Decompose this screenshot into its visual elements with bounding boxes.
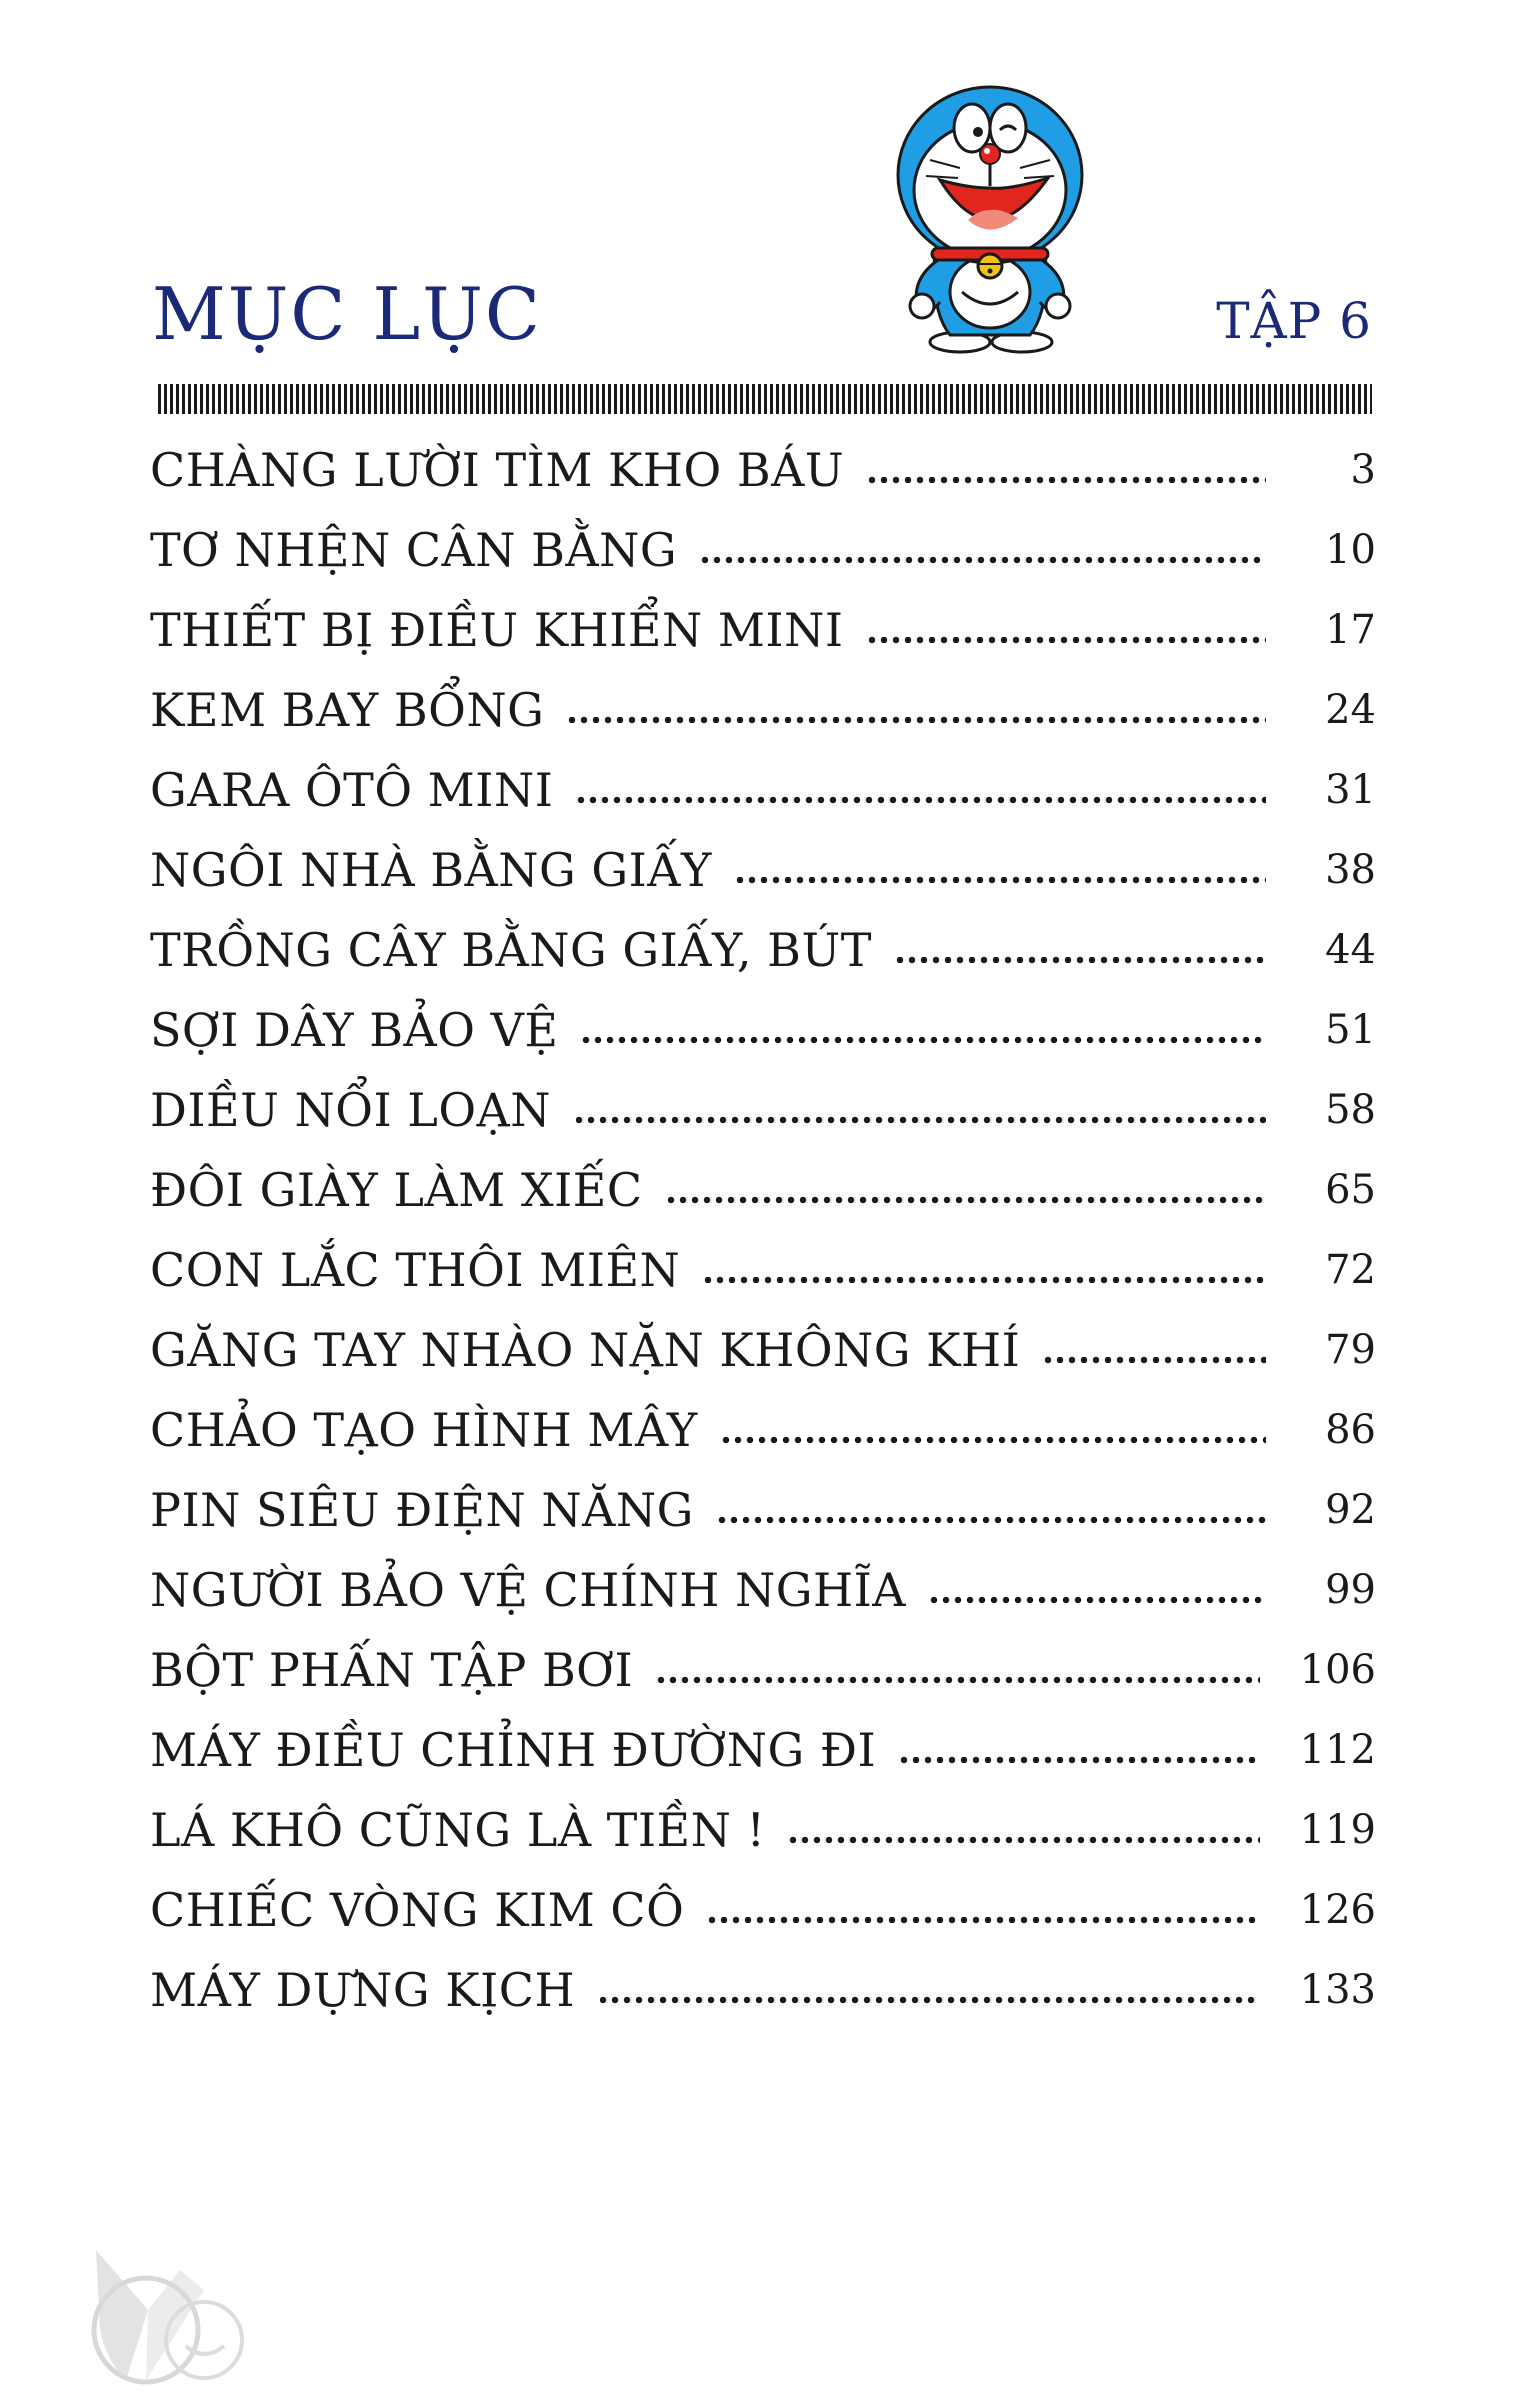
toc-entry[interactable] bbox=[150, 1070, 1376, 1150]
dot-leader bbox=[706, 1916, 1259, 1924]
toc-entry-page-number: 44 bbox=[1325, 927, 1376, 973]
dot-leader bbox=[898, 1756, 1259, 1764]
toc-entry-page-number: 106 bbox=[1299, 1647, 1376, 1693]
dot-leader bbox=[566, 716, 1266, 724]
dot-leader bbox=[866, 636, 1266, 644]
dot-leader bbox=[655, 1676, 1260, 1684]
toc-entry-title: GARA ÔTÔ MINI bbox=[150, 763, 554, 817]
toc-entry-title: GĂNG TAY NHÀO NẶN KHÔNG KHÍ bbox=[150, 1323, 1021, 1377]
toc-entry-title: ĐÔI GIÀY LÀM XIẾC bbox=[150, 1163, 643, 1217]
dot-leader bbox=[702, 1276, 1266, 1284]
publisher-logo-icon bbox=[86, 2250, 256, 2390]
page-title: MỤC LỤC bbox=[152, 272, 542, 356]
toc-entry-page-number: 86 bbox=[1325, 1407, 1376, 1453]
toc-entry-page-number: 17 bbox=[1325, 607, 1376, 653]
toc-entry[interactable] bbox=[150, 510, 1376, 590]
decorative-rule bbox=[158, 384, 1372, 414]
toc-entry[interactable] bbox=[150, 670, 1376, 750]
toc-entry-title: CON LẮC THÔI MIÊN bbox=[150, 1243, 681, 1297]
toc-entry-title: NGÔI NHÀ BẰNG GIẤY bbox=[150, 843, 712, 897]
toc-entry-page-number: 10 bbox=[1325, 527, 1376, 573]
dot-leader bbox=[716, 1516, 1266, 1524]
dot-leader bbox=[928, 1596, 1266, 1604]
toc-entry-title: PIN SIÊU ĐIỆN NĂNG bbox=[150, 1483, 694, 1537]
toc-entry[interactable] bbox=[150, 1710, 1376, 1790]
toc-entry-page-number: 92 bbox=[1325, 1487, 1376, 1533]
toc-entry-title: TRỒNG CÂY BẰNG GIẤY, BÚT bbox=[150, 923, 872, 977]
toc-entry-page-number: 51 bbox=[1325, 1007, 1376, 1053]
dot-leader bbox=[699, 556, 1266, 564]
toc-entry[interactable] bbox=[150, 750, 1376, 830]
toc-entry-page-number: 79 bbox=[1325, 1327, 1376, 1373]
toc-entry[interactable] bbox=[150, 1950, 1376, 2030]
dot-leader bbox=[580, 1036, 1266, 1044]
toc-entry[interactable] bbox=[150, 1870, 1376, 1950]
toc-entry-title: LÁ KHÔ CŨNG LÀ TIỀN ! bbox=[150, 1803, 766, 1857]
toc-entry[interactable] bbox=[150, 1150, 1376, 1230]
toc-entry-page-number: 24 bbox=[1325, 687, 1376, 733]
toc-entry[interactable] bbox=[150, 1790, 1376, 1870]
toc-list bbox=[150, 430, 1376, 2030]
dot-leader bbox=[866, 476, 1266, 484]
dot-leader bbox=[720, 1436, 1266, 1444]
dot-leader bbox=[1042, 1356, 1266, 1364]
toc-entry-page-number: 31 bbox=[1325, 767, 1376, 813]
toc-entry[interactable] bbox=[150, 1630, 1376, 1710]
toc-entry-page-number: 126 bbox=[1299, 1887, 1376, 1933]
toc-entry[interactable] bbox=[150, 990, 1376, 1070]
toc-entry[interactable] bbox=[150, 590, 1376, 670]
dot-leader bbox=[665, 1196, 1266, 1204]
toc-entry[interactable] bbox=[150, 1550, 1376, 1630]
dot-leader bbox=[575, 796, 1266, 804]
toc-entry[interactable] bbox=[150, 910, 1376, 990]
toc-entry-page-number: 99 bbox=[1325, 1567, 1376, 1613]
toc-entry-page-number: 3 bbox=[1350, 447, 1376, 493]
dot-leader bbox=[734, 876, 1266, 884]
toc-entry-page-number: 72 bbox=[1325, 1247, 1376, 1293]
toc-entry-title: THIẾT BỊ ĐIỀU KHIỂN MINI bbox=[150, 603, 844, 657]
toc-entry-title: CHẢO TẠO HÌNH MÂY bbox=[150, 1403, 698, 1457]
toc-entry[interactable] bbox=[150, 430, 1376, 510]
toc-entry-title: CHIẾC VÒNG KIM CÔ bbox=[150, 1883, 685, 1937]
toc-entry-title: SỢI DÂY BẢO VỆ bbox=[150, 1003, 559, 1057]
toc-entry[interactable] bbox=[150, 1470, 1376, 1550]
toc-entry-title: TƠ NHỆN CÂN BẰNG bbox=[150, 523, 678, 577]
toc-entry[interactable] bbox=[150, 1390, 1376, 1470]
toc-entry-page-number: 58 bbox=[1325, 1087, 1376, 1133]
toc-entry-title: KEM BAY BỔNG bbox=[150, 683, 545, 737]
dot-leader bbox=[894, 956, 1266, 964]
toc-entry-title: BỘT PHẤN TẬP BƠI bbox=[150, 1643, 634, 1697]
toc-entry-title: NGƯỜI BẢO VỆ CHÍNH NGHĨA bbox=[150, 1563, 907, 1617]
toc-entry-page-number: 65 bbox=[1325, 1167, 1376, 1213]
doraemon-mascot-icon bbox=[890, 80, 1090, 355]
dot-leader bbox=[573, 1116, 1266, 1124]
toc-entry-page-number: 112 bbox=[1299, 1727, 1376, 1773]
toc-entry-page-number: 38 bbox=[1325, 847, 1376, 893]
toc-entry[interactable] bbox=[150, 830, 1376, 910]
toc-entry-title: MÁY ĐIỀU CHỈNH ĐƯỜNG ĐI bbox=[150, 1723, 877, 1777]
volume-label: TẬP 6 bbox=[1216, 292, 1372, 350]
dot-leader bbox=[597, 1996, 1260, 2004]
toc-entry[interactable] bbox=[150, 1310, 1376, 1390]
toc-entry-page-number: 119 bbox=[1299, 1807, 1376, 1853]
toc-entry-title: CHÀNG LƯỜI TÌM KHO BÁU bbox=[150, 443, 845, 497]
toc-entry-page-number: 133 bbox=[1299, 1967, 1376, 2013]
dot-leader bbox=[787, 1836, 1259, 1844]
toc-entry-title: DIỀU NỔI LOẠN bbox=[150, 1083, 552, 1137]
toc-entry[interactable] bbox=[150, 1230, 1376, 1310]
toc-entry-title: MÁY DỰNG KỊCH bbox=[150, 1963, 576, 2017]
